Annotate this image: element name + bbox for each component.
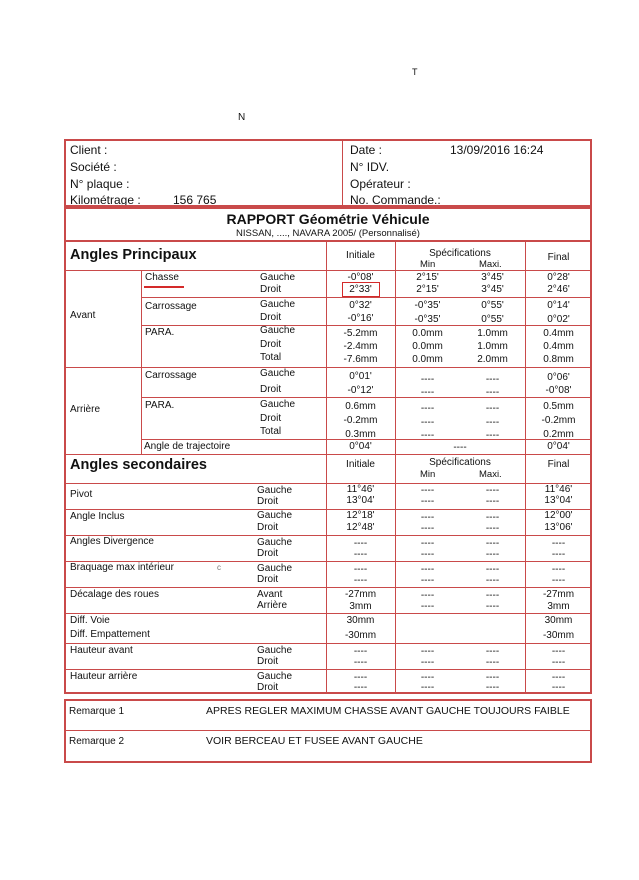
highlight-circle-mark [342,282,380,297]
row-max: 3°45' [481,272,504,283]
row-min: ---- [420,374,435,385]
report-subtitle: NISSAN, ...., NAVARA 2005/ (Personnalisé) [236,228,420,239]
sec-row-initial: 13°04' [346,495,375,506]
sec-row-min: ---- [420,523,435,534]
sec-row-max: ---- [485,590,500,601]
sec-row-final: ---- [551,575,566,586]
row-initial: -7.6mm [343,354,378,365]
sec-row-label: Pivot [70,489,93,500]
height-row-value: ---- [485,646,500,657]
group-label-avant: Avant [70,310,96,321]
row-label: PARA. [145,400,175,411]
row-max: ---- [485,387,500,398]
diff-empattement-initial: -30mm [344,630,377,641]
row-initial: 0°32' [349,300,372,311]
row-max: 1.0mm [477,328,508,339]
trajectoire-initial: 0°04' [349,441,372,452]
row-max: 2.0mm [477,354,508,365]
sec-row-max: ---- [485,549,500,560]
kilometrage-value: 156 765 [173,193,217,207]
group-label-arriere: Arrière [70,404,101,415]
row-final: 0.5mm [543,401,574,412]
row-initial: 0.6mm [345,401,376,412]
row-min: 2°15' [416,284,439,295]
sec-row-min: ---- [420,575,435,586]
sec-row-initial: 11°46' [346,484,375,495]
sec-row-max: ---- [485,485,500,496]
row-side: Droit [260,312,282,323]
row-side: Gauche [260,299,296,310]
principal-col-maxi: Maxi. [479,259,502,270]
row-min: 0.0mm [412,354,443,365]
report-title: RAPPORT Géométrie Véhicule [226,211,430,227]
sec-row-max: ---- [485,496,500,507]
row-side: Droit [260,284,282,295]
principal-col-specs: Spécifications [429,248,491,259]
sec-row-max: ---- [485,523,500,534]
row-side: Total [260,352,282,363]
date-label: Date : [350,143,383,157]
row-final: 0°14' [547,300,570,311]
height-row-value: ---- [485,657,500,668]
height-row-value: ---- [485,672,500,683]
societe-label: Société : [70,160,117,174]
sec-row-side: Droit [257,496,279,507]
row-final: 2°46' [547,284,570,295]
cursor-mark-icon: c [217,563,221,572]
row-initial: 2°33' [349,284,372,295]
sec-row-min: ---- [420,590,435,601]
row-side: Gauche [260,325,296,336]
secondary-section-title: Angles secondaires [70,457,207,473]
sec-row-initial: ---- [353,575,368,586]
row-min: ---- [420,403,435,414]
row-min: -0°35' [414,314,441,325]
client-label: Client : [70,143,108,157]
sec-row-min: ---- [420,564,435,575]
sec-row-label: Angles Divergence [70,536,154,547]
height-row-value: ---- [420,657,435,668]
sec-row-min: ---- [420,512,435,523]
row-max: ---- [485,417,500,428]
row-initial: -5.2mm [343,328,378,339]
sec-row-label: Décalage des roues [70,589,159,600]
principal-col-initial: Initiale [346,250,375,261]
sec-row-min: ---- [420,496,435,507]
trajectoire-label: Angle de trajectoire [144,441,231,452]
row-initial: -2.4mm [343,341,378,352]
row-max: 0°55' [481,314,504,325]
row-final: 0.4mm [543,341,574,352]
sec-row-initial: 3mm [349,601,372,612]
row-initial: 0.3mm [345,429,376,440]
height-row-side: Droit [257,656,279,667]
header-mark-n: N [238,112,246,123]
diff-voie-final: 30mm [544,615,573,626]
sec-row-min: ---- [420,485,435,496]
height-row-label: Hauteur avant [70,645,133,656]
height-row-value: ---- [353,657,368,668]
row-side: Droit [260,384,282,395]
sec-row-max: ---- [485,564,500,575]
principal-col-min: Min [420,259,436,270]
row-final: -0.2mm [541,415,576,426]
row-min: 0.0mm [412,341,443,352]
row-max: ---- [485,430,500,441]
sec-row-final: 12°00' [544,510,573,521]
principal-section-title: Angles Principaux [70,247,197,263]
sec-row-initial: ---- [353,538,368,549]
row-initial: -0°12' [347,385,374,396]
sec-row-final: ---- [551,549,566,560]
row-max: ---- [485,374,500,385]
row-initial: -0°16' [347,313,374,324]
sec-row-side: Avant [257,589,283,600]
row-initial: -0.2mm [343,415,378,426]
row-initial: 0°01' [349,371,372,382]
row-max: 1.0mm [477,341,508,352]
height-row-side: Gauche [257,671,293,682]
row-final: 0.8mm [543,354,574,365]
sec-row-min: ---- [420,538,435,549]
sec-row-max: ---- [485,601,500,612]
row-min: 0.0mm [412,328,443,339]
row-min: 2°15' [416,272,439,283]
sec-row-side: Droit [257,574,279,585]
row-label: Carrossage [145,301,197,312]
report-sheet [64,139,592,697]
remark-text: APRES REGLER MAXIMUM CHASSE AVANT GAUCHE TOUJOURS FAIBLE [206,705,570,717]
commande-label: No. Commande.: [350,193,441,207]
remark-label: Remarque 2 [69,736,125,747]
height-row-value: ---- [551,657,566,668]
diff-voie-initial: 30mm [346,615,375,626]
row-final: 0°28' [547,272,570,283]
height-row-value: ---- [551,646,566,657]
row-max: 3°45' [481,284,504,295]
sec-row-final: 11°46' [544,484,573,495]
sec-row-side: Arrière [257,600,288,611]
height-row-side: Gauche [257,645,293,656]
trajectoire-final: 0°04' [547,441,570,452]
height-row-value: ---- [353,646,368,657]
date-value: 13/09/2016 16:24 [450,143,544,157]
row-max: 0°55' [481,300,504,311]
row-max: ---- [485,403,500,414]
sec-row-label: Angle Inclus [70,511,125,522]
sec-row-side: Gauche [257,510,293,521]
secondary-col-min: Min [420,469,436,480]
row-side: Droit [260,339,282,350]
height-row-value: ---- [420,672,435,683]
row-label: Chasse [145,272,179,283]
sec-row-side: Droit [257,522,279,533]
sec-row-max: ---- [485,538,500,549]
height-row-side: Droit [257,682,279,693]
diff-empattement-final: -30mm [542,630,575,641]
sec-row-side: Gauche [257,485,293,496]
row-side: Gauche [260,368,296,379]
height-row-value: ---- [551,682,566,693]
height-row-value: ---- [485,682,500,693]
sec-row-final: ---- [551,538,566,549]
operateur-label: Opérateur : [350,177,411,191]
row-side: Gauche [260,272,296,283]
height-row-label: Hauteur arrière [70,671,138,682]
idv-label: N° IDV. [350,160,390,174]
row-side: Droit [260,413,282,424]
remark-text: VOIR BERCEAU ET FUSEE AVANT GAUCHE [206,735,423,747]
sec-row-side: Gauche [257,537,293,548]
kilometrage-label: Kilométrage : [70,193,141,207]
row-final: 0.2mm [543,429,574,440]
sec-row-min: ---- [420,549,435,560]
chasse-underline-mark [144,286,184,288]
row-final: 0.4mm [543,328,574,339]
header-mark-t: T [412,67,418,77]
plaque-label: N° plaque : [70,177,130,191]
sec-row-initial: 12°48' [346,522,375,533]
row-min: ---- [420,417,435,428]
row-min: ---- [420,430,435,441]
secondary-col-maxi: Maxi. [479,469,502,480]
diff-empattement-label: Diff. Empattement [70,629,150,640]
principal-col-final: Final [547,252,570,263]
row-side: Gauche [260,399,296,410]
sec-row-final: ---- [551,564,566,575]
sec-row-final: -27mm [542,589,575,600]
row-final: 0°02' [547,314,570,325]
row-label: PARA. [145,327,175,338]
height-row-value: ---- [420,646,435,657]
remark-label: Remarque 1 [69,706,125,717]
secondary-col-specs: Spécifications [429,457,491,468]
height-row-value: ---- [420,682,435,693]
sec-row-label: Braquage max intérieur [70,562,174,573]
sec-row-initial: 12°18' [346,510,375,521]
diff-voie-label: Diff. Voie [70,615,110,626]
row-final: 0°06' [547,372,570,383]
sec-row-min: ---- [420,601,435,612]
row-final: -0°08' [545,385,572,396]
sec-row-initial: ---- [353,564,368,575]
height-row-value: ---- [551,672,566,683]
row-min: -0°35' [414,300,441,311]
sec-row-side: Gauche [257,563,293,574]
sec-row-final: 13°04' [544,495,573,506]
trajectoire-spec: ---- [453,442,467,453]
sec-row-side: Droit [257,548,279,559]
sec-row-max: ---- [485,512,500,523]
sec-row-initial: ---- [353,549,368,560]
sec-row-initial: -27mm [344,589,377,600]
row-initial: -0°08' [347,272,374,283]
sec-row-final: 13°06' [544,522,573,533]
height-row-value: ---- [353,672,368,683]
secondary-col-initial: Initiale [346,459,375,470]
row-min: ---- [420,387,435,398]
row-side: Total [260,426,282,437]
sec-row-final: 3mm [547,601,570,612]
row-label: Carrossage [145,370,197,381]
sec-row-max: ---- [485,575,500,586]
secondary-col-final: Final [547,459,570,470]
height-row-value: ---- [353,682,368,693]
